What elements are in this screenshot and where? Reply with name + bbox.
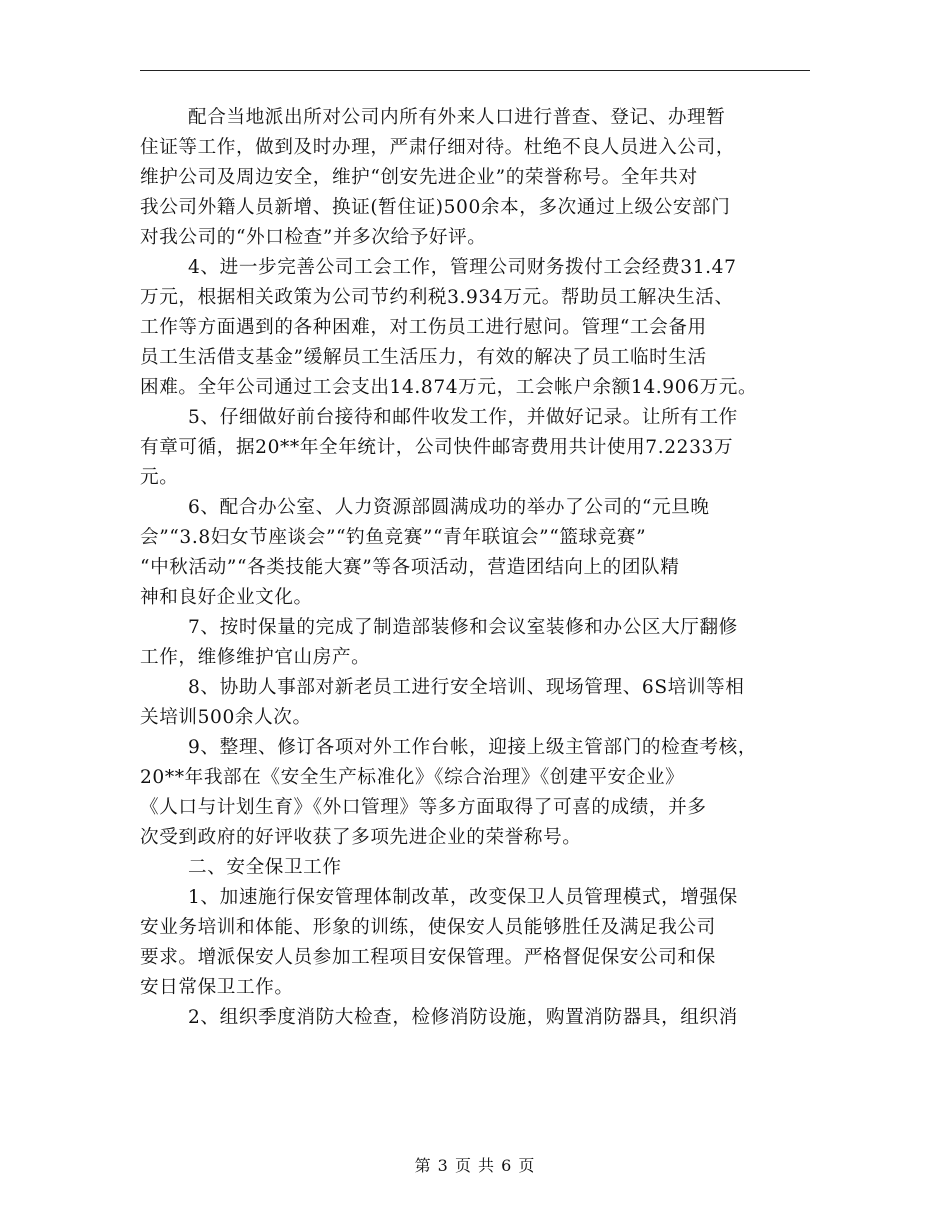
text-line: 4、进一步完善公司工会工作，管理公司财务拨付工会经费31.47 — [188, 257, 737, 278]
text-line: 万元，根据相关政策为公司节约利税3.934万元。帮助员工解决生活、 — [140, 287, 734, 308]
text-line: 次受到政府的好评收获了多项先进企业的荣誉称号。 — [140, 827, 582, 848]
text-line: 我公司外籍人员新增、换证(暂住证)500余本，多次通过上级公安部门 — [140, 197, 731, 218]
text-line: 安日常保卫工作。 — [140, 977, 294, 998]
text-line: 20**年我部在《安全生产标准化》《综合治理》《创建平安企业》 — [140, 767, 685, 788]
text-line: 5、仔细做好前台接待和邮件收发工作，并做好记录。让所有工作 — [188, 407, 738, 428]
text-line: 2、组织季度消防大检查，检修消防设施，购置消防器具，组织消 — [188, 1007, 738, 1028]
text-line: 8、协助人事部对新老员工进行安全培训、现场管理、6S培训等相 — [188, 677, 745, 698]
text-line: 配合当地派出所对公司内所有外来人口进行普查、登记、办理暂 — [188, 107, 726, 128]
text-line: 元。 — [140, 467, 179, 488]
text-line: 住证等工作，做到及时办理，严肃仔细对待。杜绝不良人员进入公司， — [140, 137, 736, 158]
text-line: 安业务培训和体能、形象的训练，使保安人员能够胜任及满足我公司 — [140, 917, 716, 938]
text-line: 工作，维修维护官山房产。 — [140, 647, 371, 668]
text-line: 6、配合办公室、人力资源部圆满成功的举办了公司的“元旦晚 — [188, 497, 710, 518]
page-number: 第 3 页 共 6 页 — [414, 1156, 536, 1175]
text-line: 员工生活借支基金”缓解员工生活压力，有效的解决了员工临时生活 — [140, 347, 707, 368]
text-line: 工作等方面遇到的各种困难，对工伤员工进行慰问。管理“工会备用 — [140, 317, 707, 338]
text-line: “中秋活动”“各类技能大赛”等各项活动，营造团结向上的团队精 — [140, 557, 680, 578]
text-line: 关培训500余人次。 — [140, 707, 312, 728]
document-body — [140, 103, 810, 1033]
text-line: 维护公司及周边安全，维护“创安先进企业”的荣誉称号。全年共对 — [140, 167, 698, 188]
text-line: 1、加速施行保安管理体制改革，改变保卫人员管理模式，增强保 — [188, 887, 738, 908]
text-line: 9、整理、修订各项对外工作台帐，迎接上级主管部门的检查考核， — [188, 737, 758, 758]
text-line: 困难。全年公司通过工会支出14.874万元，工会帐户余额14.906万元。 — [140, 377, 758, 398]
text-line: 二、安全保卫工作 — [188, 857, 342, 878]
text-line: 有章可循，据20**年全年统计，公司快件邮寄费用共计使用7.2233万 — [140, 437, 734, 458]
text-line: 要求。增派保安人员参加工程项目安保管理。严格督促保安公司和保 — [140, 947, 716, 968]
header-rule — [140, 70, 810, 71]
text-line: 7、按时保量的完成了制造部装修和会议室装修和办公区大厅翻修 — [188, 617, 738, 638]
text-line: 神和良好企业文化。 — [140, 587, 313, 608]
text-line: 《人口与计划生育》《外口管理》等多方面取得了可喜的成绩，并多 — [140, 797, 707, 818]
text-line: 对我公司的“外口检查”并多次给予好评。 — [140, 227, 487, 248]
text-line: 会”“3.8妇女节座谈会”“钓鱼竞赛”“青年联谊会”“篮球竞赛” — [140, 527, 647, 548]
